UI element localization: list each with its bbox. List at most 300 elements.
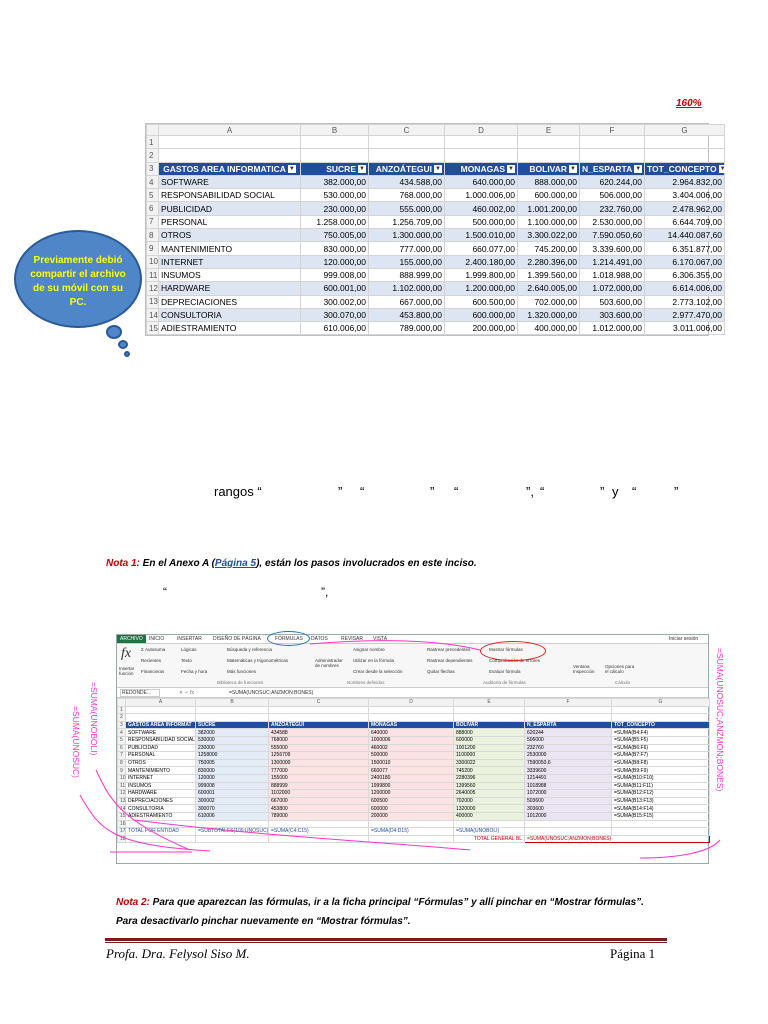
column-header [580, 162, 645, 175]
row-number: 14 [147, 308, 159, 321]
table-cell: 2280396 [454, 774, 525, 782]
cell [196, 706, 269, 714]
table-cell: 555000 [269, 744, 369, 752]
cell [196, 714, 269, 722]
table-cell: 1.100.000,00 [518, 215, 580, 228]
cell [518, 149, 580, 162]
callout-cloud: Previamente debió compartir el archivo de su móvil con su PC. [14, 230, 142, 328]
column-letter [118, 699, 126, 707]
cell [269, 835, 369, 843]
tab-diseno[interactable]: DISEÑO DE PÁGINA [213, 636, 261, 642]
table-cell: SOFTWARE [126, 729, 196, 737]
error-checking-button[interactable]: Comprobación de errores [489, 658, 541, 663]
quote-mark: “ [632, 484, 637, 499]
table-cell: 6.170.067,00 [645, 255, 725, 268]
table-cell: 232760 [525, 744, 612, 752]
footer-author: Profa. Dra. Felysol Siso M. [106, 946, 250, 961]
table-cell: 1256709 [269, 752, 369, 760]
column-letter: D [445, 125, 518, 136]
group-label: Nombres definidos [347, 680, 385, 685]
cell [525, 714, 612, 722]
column-letter: E [518, 125, 580, 136]
table-cell: 888.000,00 [518, 175, 580, 188]
cell [525, 820, 612, 828]
conjunction-y: y [612, 484, 619, 499]
table-cell: 200.000,00 [445, 322, 518, 335]
table-cell: PERSONAL [126, 752, 196, 760]
table-cell: 3.300.022,00 [518, 229, 580, 242]
row-number: 7 [118, 752, 126, 760]
cell [454, 706, 525, 714]
table-cell: 400.000,00 [518, 322, 580, 335]
autosum-button[interactable]: Σ Autosuma [141, 647, 166, 652]
row-number: 16 [118, 820, 126, 828]
table-cell: 506.000,00 [580, 189, 645, 202]
row-label: PUBLICIDAD [159, 202, 301, 215]
table-cell: 434588 [269, 729, 369, 737]
row-number: 11 [118, 782, 126, 790]
logical-button[interactable]: Lógicas [181, 647, 197, 652]
group-label: Cálculo [615, 680, 631, 685]
name-box[interactable]: REDONDE... [120, 689, 160, 697]
row-number: 3 [147, 162, 159, 175]
table-cell: 2.977.470,00 [645, 308, 725, 321]
table-cell: 453800 [269, 805, 369, 813]
table-cell: INTERNET [126, 774, 196, 782]
table-cell: 1.399.560,00 [518, 268, 580, 281]
column-letter: C [269, 699, 369, 707]
cell [196, 835, 269, 843]
row-number: 2 [118, 714, 126, 722]
footer-rule [105, 938, 667, 941]
table-cell: 789000 [269, 812, 369, 820]
table-cell: 2.640.005,00 [518, 282, 580, 295]
table-cell: 230000 [196, 744, 269, 752]
table-cell: 600.000,00 [518, 189, 580, 202]
table-cell: =SUMA(B5:F5) [612, 736, 710, 744]
table-cell: 434.588,00 [369, 175, 445, 188]
table-row [147, 229, 725, 242]
table-cell: 303600 [525, 805, 612, 813]
trace-precedents-button[interactable]: Rastrear precedentes [427, 647, 471, 652]
table-cell: 1102000 [269, 790, 369, 798]
empty-row [147, 149, 725, 162]
table-cell: 745200 [454, 767, 525, 775]
column-header: BOLIVAR [454, 721, 525, 729]
function-icon[interactable]: fx [121, 646, 132, 661]
table-cell: 2.773.102,00 [645, 295, 725, 308]
table-cell: 6.614.006,00 [645, 282, 725, 295]
column-letter: B [196, 699, 269, 707]
table-cell: 155.000,00 [369, 255, 445, 268]
row-number: 10 [118, 774, 126, 782]
table-row [118, 767, 710, 775]
table-cell: =SUMA(B14:F14) [612, 805, 710, 813]
cell [518, 136, 580, 149]
quote-mark: ” [430, 484, 435, 499]
column-header: TOT_CONCEPTO [612, 721, 710, 729]
column-header [301, 162, 369, 175]
tab-insertar[interactable]: INSERTAR [177, 636, 202, 642]
table-row [118, 805, 710, 813]
row-label: DEPRECIACIONES [159, 295, 301, 308]
text-button[interactable]: Texto [181, 658, 192, 663]
table-row [147, 268, 725, 281]
cell [580, 136, 645, 149]
table-cell: =SUMA(B7:F7) [612, 752, 710, 760]
column-header-row [118, 699, 710, 707]
side-label-grand-total: =SUMA(UNOSUC;ANZMON;BONES) [715, 648, 725, 792]
table-cell: 1.102.000,00 [369, 282, 445, 295]
table-cell: 610006 [196, 812, 269, 820]
table-row [147, 189, 725, 202]
table-row [147, 202, 725, 215]
page-5-link[interactable]: Página 5 [214, 558, 257, 569]
cell [126, 706, 196, 714]
table-cell: 1.018.988,00 [580, 268, 645, 281]
column-letter: A [159, 125, 301, 136]
row-number: 6 [118, 744, 126, 752]
cell [612, 820, 710, 828]
row-number: 12 [118, 790, 126, 798]
define-name-button[interactable]: Asignar nombre [353, 647, 385, 652]
group-label: Biblioteca de funciones [217, 680, 264, 685]
note-2-label: Nota 2: [116, 897, 150, 908]
table-row [118, 736, 710, 744]
math-button[interactable]: Matemáticas y trigonométricas [227, 658, 289, 663]
use-in-formula-button[interactable]: Utilizar en la fórmula [353, 658, 395, 663]
total-cell: =SUMA(D4:D15) [369, 828, 454, 836]
cell [369, 706, 454, 714]
table-cell: 660077 [369, 767, 454, 775]
column-header: MONAGAS [369, 721, 454, 729]
table-cell: 530.000,00 [301, 189, 369, 202]
row-number: 15 [118, 812, 126, 820]
column-header-label: TOT_CONCEPTO [647, 163, 717, 174]
quote-mark: “ [540, 484, 545, 499]
table-cell: 400000 [454, 812, 525, 820]
row-label: RESPONSABILIDAD SOCIAL [159, 189, 301, 202]
table-cell: 460002 [369, 744, 454, 752]
column-header [369, 162, 445, 175]
table-cell: =SUMA(B8:F8) [612, 759, 710, 767]
table-cell: =SUMA(B10:F10) [612, 774, 710, 782]
table-cell: 777000 [269, 767, 369, 775]
table-cell: 1.500.010,00 [445, 229, 518, 242]
table-row [118, 729, 710, 737]
total-cell: =SUMA(C4:C15) [269, 828, 369, 836]
table-row [147, 295, 725, 308]
cell [196, 820, 269, 828]
table-cell: 1.072.000,00 [580, 282, 645, 295]
table-cell: =SUMA(B6:F6) [612, 744, 710, 752]
row-number: 8 [147, 229, 159, 242]
callout-bubble [118, 340, 128, 349]
table-cell: 1.214.491,00 [580, 255, 645, 268]
show-formulas-button[interactable]: Mostrar fórmulas [489, 647, 523, 652]
empty-row [118, 820, 710, 828]
table-cell: 600000 [454, 736, 525, 744]
table-cell: 1000006 [369, 736, 454, 744]
table-cell: 667.000,00 [369, 295, 445, 308]
empty-row [118, 706, 710, 714]
callout-bubble [124, 351, 130, 357]
table-cell: 120.000,00 [301, 255, 369, 268]
table-cell: 2400180 [369, 774, 454, 782]
table-cell: 300.002,00 [301, 295, 369, 308]
sign-in-link[interactable]: Iniciar sesión [669, 636, 699, 642]
filter-dropdown-icon[interactable]: ▼ [570, 166, 576, 173]
table-cell: 1.000.006,00 [445, 189, 518, 202]
row-number: 18 [118, 835, 126, 843]
note-2 [116, 893, 656, 931]
table-row [147, 242, 725, 255]
footer-rule [105, 942, 667, 943]
remove-arrows-button[interactable]: Quitar flechas [427, 669, 455, 674]
row-number: 12 [147, 282, 159, 295]
cell [269, 714, 369, 722]
row-number: 10 [147, 255, 159, 268]
table-cell: 1.320.000,00 [518, 308, 580, 321]
table-cell: 1500010 [369, 759, 454, 767]
table-row [118, 774, 710, 782]
row-number: 13 [147, 295, 159, 308]
table-cell: 1214491 [525, 774, 612, 782]
table-cell: 1.300.000,00 [369, 229, 445, 242]
table-cell: 640000 [369, 729, 454, 737]
table-row [147, 255, 725, 268]
cell [369, 149, 445, 162]
table-cell: 777.000,00 [369, 242, 445, 255]
table-row [118, 797, 710, 805]
table-cell: 1012000 [525, 812, 612, 820]
grand-total-label: TOTAL GENERAL BL [454, 835, 525, 843]
table-cell: 500.000,00 [445, 215, 518, 228]
cell [301, 149, 369, 162]
insert-function-button[interactable]: Insertar función [119, 666, 135, 676]
cell [369, 835, 454, 843]
cell [645, 136, 725, 149]
table-cell: 702.000,00 [518, 295, 580, 308]
table-cell: MANTENIMIENTO [126, 767, 196, 775]
footer-page-number: Página 1 [610, 946, 656, 961]
tab-datos[interactable]: DATOS [311, 636, 328, 642]
table-cell: 750.005,00 [301, 229, 369, 242]
table-row [147, 282, 725, 295]
zoom-label: 160% [676, 98, 702, 109]
row-number: 3 [118, 721, 126, 729]
trace-dependents-button[interactable]: Rastrear dependientes [427, 658, 473, 663]
column-header-label: ANZOÁTEGUI [375, 163, 432, 174]
formula-input[interactable]: =SUMA(UNOSUC:ANZMON:BONES) [229, 690, 314, 696]
column-header [159, 162, 301, 175]
row-label: SOFTWARE [159, 175, 301, 188]
column-letter: F [580, 125, 645, 136]
cell [445, 149, 518, 162]
table-row [147, 175, 725, 188]
table-row [118, 782, 710, 790]
filter-dropdown-icon[interactable]: ▼ [719, 166, 726, 173]
total-row [118, 828, 710, 836]
column-letter: C [369, 125, 445, 136]
table-cell: 830.000,00 [301, 242, 369, 255]
cell [269, 820, 369, 828]
table-cell: 14.440.087,60 [645, 229, 725, 242]
grand-total-formula: =SUMA(UNOSUC;ANZMON;BONES) [525, 835, 710, 843]
table-cell: 3300022 [454, 759, 525, 767]
total-cell: =SUMA(UNOBOLI) [454, 828, 525, 836]
tab-archivo[interactable]: ARCHIVO [117, 635, 146, 643]
table-row [147, 322, 725, 335]
table-cell: 460.002,00 [445, 202, 518, 215]
recent-button[interactable]: Recientes [141, 658, 162, 663]
column-header-label: N_ESPARTA [582, 163, 633, 174]
table-row [118, 812, 710, 820]
table-cell: 382000 [196, 729, 269, 737]
table-cell: 3339600 [525, 767, 612, 775]
tab-revisar[interactable]: REVISAR [341, 636, 363, 642]
table-cell: 1001200 [454, 744, 525, 752]
filter-dropdown-icon[interactable]: ▼ [359, 166, 365, 173]
tab-vista[interactable]: VISTA [373, 636, 388, 642]
quote-mark: ”, [526, 484, 534, 499]
filter-dropdown-icon[interactable]: ▼ [635, 166, 642, 173]
table-cell: 1300000 [269, 759, 369, 767]
table-cell: 2.280.396,00 [518, 255, 580, 268]
table-cell: 2.400.180,00 [445, 255, 518, 268]
spreadsheet-image [145, 123, 726, 336]
quote-mark: ”, [321, 585, 329, 599]
table-cell: 7.590.050,60 [580, 229, 645, 242]
cell [159, 149, 301, 162]
table-cell: =SUMA(B12:F12) [612, 790, 710, 798]
table-cell: 1.012.000,00 [580, 322, 645, 335]
table-cell: 503600 [525, 797, 612, 805]
table-cell: DEPRECIACIONES [126, 797, 196, 805]
column-letter: G [645, 125, 725, 136]
table-cell: 1018988 [525, 782, 612, 790]
filter-dropdown-icon[interactable]: ▼ [435, 166, 441, 173]
table-cell: 1999800 [369, 782, 454, 790]
tab-inicio[interactable]: INICIO [149, 636, 165, 642]
column-header-row [147, 125, 725, 136]
filter-dropdown-icon[interactable]: ▼ [288, 166, 295, 173]
create-from-selection-button[interactable]: Crear desde la selección [353, 669, 403, 674]
row-number: 8 [118, 759, 126, 767]
row-number: 5 [118, 736, 126, 744]
table-cell: 2.530.000,00 [580, 215, 645, 228]
column-letter: D [369, 699, 454, 707]
filter-dropdown-icon[interactable]: ▼ [508, 166, 514, 173]
row-number: 5 [147, 189, 159, 202]
table-cell: CONSULTORIA [126, 805, 196, 813]
table-cell: 640.000,00 [445, 175, 518, 188]
table-cell: 200000 [369, 812, 454, 820]
table-cell: =SUMA(B4:F4) [612, 729, 710, 737]
table-cell: 2640005 [454, 790, 525, 798]
table-cell: 1399560 [454, 782, 525, 790]
total-cell: =SUBTOTALES(109;UNOSUC) [196, 828, 269, 836]
column-header: SUCRE [196, 721, 269, 729]
cell [645, 149, 725, 162]
date-button[interactable]: Fecha y hora [181, 669, 208, 674]
watch-window-button[interactable]: Ventana Inspección [573, 664, 595, 674]
lookup-button[interactable]: Búsqueda y referencia [227, 647, 273, 652]
table-cell: 3.339.600,00 [580, 242, 645, 255]
table-row [118, 759, 710, 767]
column-header-label: SUCRE [326, 163, 356, 174]
more-functions-button[interactable]: Más funciones [227, 669, 257, 674]
table-cell: 506000 [525, 736, 612, 744]
ribbon-formulas [117, 644, 708, 688]
table-cell: 600500 [369, 797, 454, 805]
quote-mark: ” [600, 484, 605, 499]
rangos-lead: rangos “ [214, 484, 262, 499]
table-cell: 2530000 [525, 752, 612, 760]
note-1-text-end: ), están los pasos involucrados en este inciso. [256, 558, 477, 569]
cell [612, 714, 710, 722]
cell [580, 149, 645, 162]
table-cell: ADIESTRAMIENTO [126, 812, 196, 820]
table-cell: 768000 [269, 736, 369, 744]
callout-bubble [106, 325, 122, 339]
table-cell: 660.077,00 [445, 242, 518, 255]
table-row [118, 744, 710, 752]
table-cell: PUBLICIDAD [126, 744, 196, 752]
cell [369, 136, 445, 149]
evaluate-formula-button[interactable]: Evaluar fórmula [489, 669, 521, 674]
table-cell: 750005 [196, 759, 269, 767]
row-label: ADIESTRAMIENTO [159, 322, 301, 335]
show-formulas-highlight [480, 641, 546, 661]
table-cell: 382.000,00 [301, 175, 369, 188]
row-number: 1 [118, 706, 126, 714]
table-cell: 3.011.006,00 [645, 322, 725, 335]
note-1 [106, 558, 477, 569]
table-cell: 453.800,00 [369, 308, 445, 321]
table-cell: 120000 [196, 774, 269, 782]
table-cell: =SUMA(B11:F11) [612, 782, 710, 790]
quote-mark: ” [674, 484, 679, 499]
name-manager-button[interactable]: Administrador de nombres [315, 658, 343, 668]
row-label: PERSONAL [159, 215, 301, 228]
table-cell: 3.404.006,00 [645, 189, 725, 202]
formulas-tab-highlight [267, 631, 310, 646]
calc-options-button[interactable]: Opciones para el cálculo [605, 664, 635, 674]
note-2-text: Para que aparezcan las fórmulas, ir a la ficha principal “Fórmulas” y allí pinchar en “Mostrar fórmulas”. Para desactivarlo pinchar nuevamente en “Mostrar fórmulas”. [116, 897, 644, 927]
table-cell: RESPONSABILIDAD SOCIAL [126, 736, 196, 744]
table-row [118, 790, 710, 798]
column-letter: B [301, 125, 369, 136]
quote-mark: “ [163, 585, 167, 599]
fx-label: ✕ ✓ fx [179, 690, 195, 696]
table-row [118, 752, 710, 760]
table-cell: 230.000,00 [301, 202, 369, 215]
quote-mark: “ [360, 484, 365, 499]
cell [612, 706, 710, 714]
table-cell: =SUMA(B9:F9) [612, 767, 710, 775]
note-1-label: Nota 1: [106, 558, 140, 569]
table-cell: =SUMA(B13:F13) [612, 797, 710, 805]
row-number: 17 [118, 828, 126, 836]
table-cell: 600001 [196, 790, 269, 798]
table-cell: 1.258.000,00 [301, 215, 369, 228]
financial-button[interactable]: Financieras [141, 669, 165, 674]
table-cell: HARDWARE [126, 790, 196, 798]
tab-formulas[interactable]: FÓRMULAS [275, 636, 303, 642]
table-cell: 300070 [196, 805, 269, 813]
column-header: GASTOS AREA INFORMAT [126, 721, 196, 729]
